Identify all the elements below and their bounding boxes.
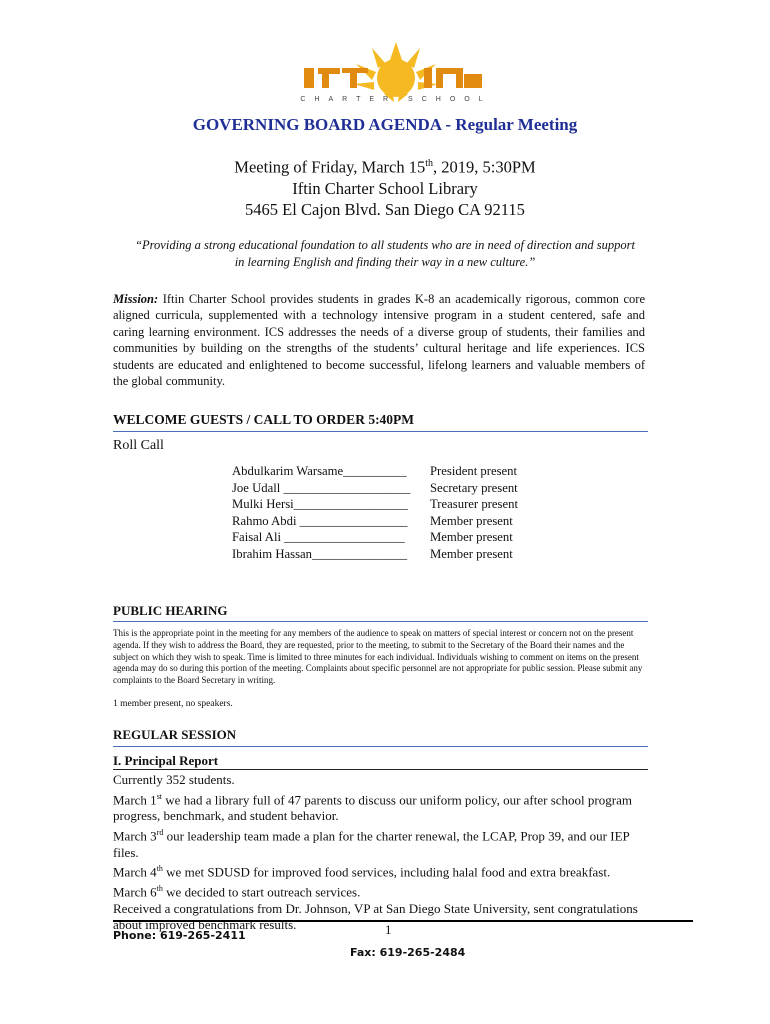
report-line: Received a congratulations from Dr. Johnson, VP at San Diego State University, sent congratulations about improved benchmark results. (113, 900, 638, 933)
footer-phone: Phone: 619-265-2411 (113, 929, 246, 942)
roll-call-label: Roll Call (113, 438, 164, 453)
public-hearing-heading: PUBLIC HEARING (113, 603, 228, 618)
section-divider (113, 769, 648, 770)
mission-label: Mission: (113, 292, 159, 306)
meeting-date: Meeting of Friday, March 15th, 2019, 5:30PM (234, 157, 536, 177)
member-row: Rahmo Abdi _________________ Member present (232, 513, 513, 528)
logo-subtitle: CHARTER SCHOOL (300, 96, 492, 103)
section-divider (113, 621, 648, 622)
footer-divider (113, 920, 693, 922)
member-row: Joe Udall ____________________ Secretary present (232, 480, 518, 495)
member-row: Mulki Hersi__________________ Treasurer present (232, 497, 518, 512)
meeting-location: Iftin Charter School Library (292, 178, 478, 198)
report-line: Currently 352 students. (113, 772, 235, 787)
welcome-heading: WELCOME GUESTS / CALL TO ORDER 5:40PM (113, 412, 415, 427)
member-row: Abdulkarim Warsame__________ President present (232, 464, 518, 478)
school-motto: “Providing a strong educational foundation to all students who are in need of direction and support in learning English and finding their way in a new culture.” (135, 238, 635, 269)
mission-statement (113, 291, 645, 389)
roll-call-list (232, 463, 518, 563)
report-line: March 1st we had a library full of 47 parents to discuss our uniform policy, our after school program progress, benchmark, and student behavior. (113, 791, 632, 824)
principal-report-body (113, 772, 653, 934)
report-line: March 4th we met SDUSD for improved food services, including halal food and extra breakfast. (113, 864, 611, 880)
footer-fax: Fax: 619-265-2484 (350, 946, 466, 959)
page-number: 1 (385, 922, 392, 937)
report-line: March 3rd our leadership team made a plan for the charter renewal, the LCAP, Prop 39, and our IEP files. (113, 827, 630, 860)
member-row: Faisal Ali ___________________ Member present (232, 530, 513, 545)
meeting-details (0, 153, 770, 220)
principal-report-heading: I. Principal Report (113, 753, 219, 768)
sun-logo-graphic (296, 38, 496, 104)
agenda-title: GOVERNING BOARD AGENDA - Regular Meeting (192, 115, 578, 134)
regular-session-heading: REGULAR SESSION (113, 727, 237, 742)
public-hearing-note: 1 member present, no speakers. (113, 699, 233, 709)
mission-text: Iftin Charter School provides students in grades K-8 an academically rigorous, common core aligned curricula, supplemented with a technology intensive program in a student centered, safe and caring learning environment. ICS addresses the needs of a diverse group of students, their families and communities by building on the strengths of the students’ cultural heritage and life experiences. ICS students are educated and enlightened to become successful, lifelong learners and valuable members of the global community. (113, 292, 645, 389)
meeting-address: 5465 El Cajon Blvd. San Diego CA 92115 (245, 199, 525, 219)
report-line: March 6th we decided to start outreach services. (113, 883, 361, 900)
member-row: Ibrahim Hassan_______________ Member present (232, 546, 513, 561)
section-divider (113, 431, 648, 432)
school-logo (296, 38, 496, 104)
section-divider (113, 746, 648, 747)
public-hearing-text: This is the appropriate point in the meeting for any members of the audience to speak on matters of special interest or concern not on the present agenda. If they wish to address the Board, they are requested, prior to the meeting, to submit to the Secretary of the Board their names and the subject on which they wish to speak. Time is limited to three minutes for each individual. Individuals wishing to comment on items on the present agenda may do so during this portion of the meeting. Complaints about specific personnel are not appropriate for public session. Please submit any complaints to the Board Secretary in writing. (113, 628, 643, 686)
